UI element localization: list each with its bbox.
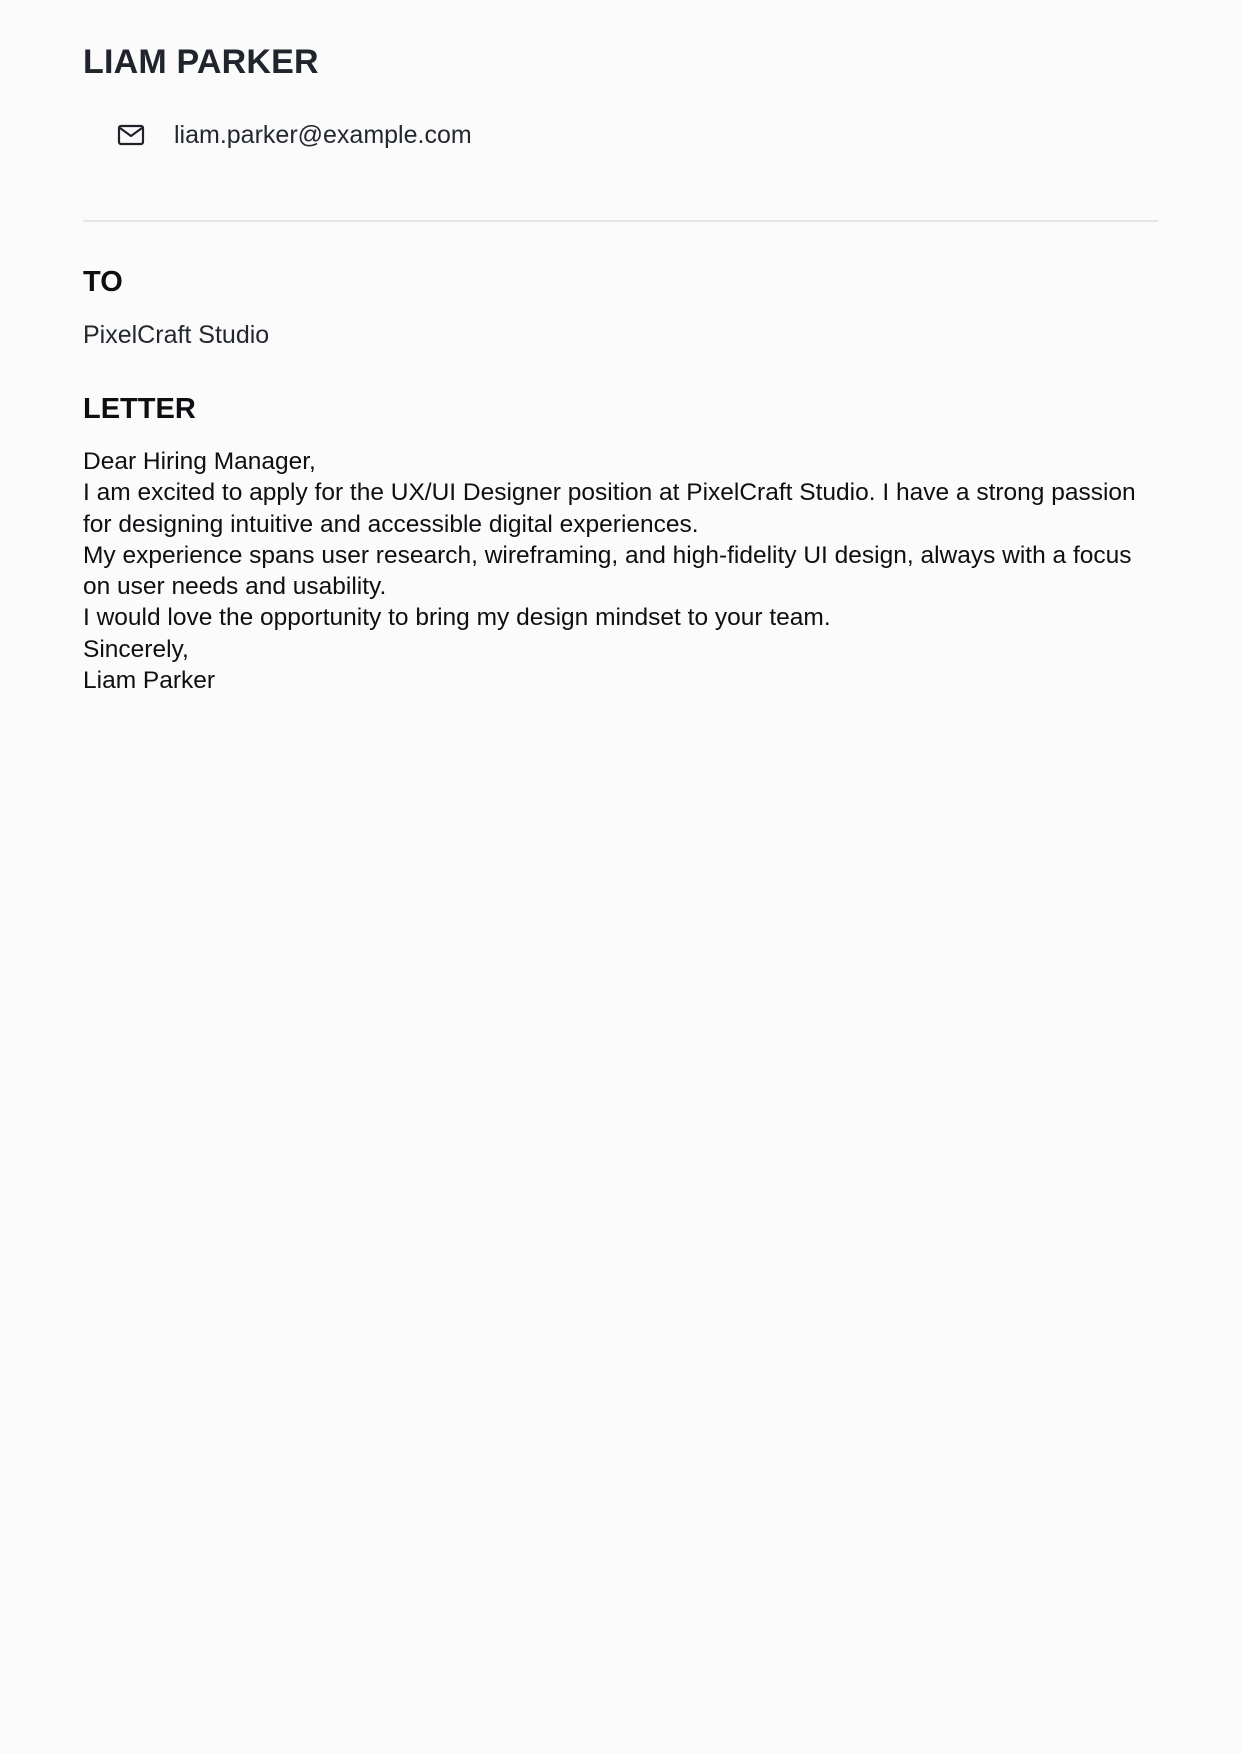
letter-greeting: Dear Hiring Manager,: [83, 448, 316, 475]
recipient-name: PixelCraft Studio: [83, 321, 270, 349]
letter-paragraph-3: I would love the opportunity to bring my design mindset to your team.: [83, 604, 831, 632]
contact-row: [117, 118, 472, 152]
letter-closing: Sincerely,: [83, 635, 189, 663]
applicant-name: LIAM PARKER: [83, 43, 319, 81]
letter-paragraph-2: My experience spans user research, wireframing, and high-fidelity UI design, always with a focus on user needs and usability.: [83, 541, 1132, 601]
email-address[interactable]: liam.parker@example.com: [174, 120, 472, 149]
mail-icon: [117, 124, 145, 146]
letter-body: [83, 446, 1158, 696]
to-heading: TO: [83, 266, 123, 298]
letter-signature: Liam Parker: [83, 667, 216, 695]
letter-paragraph-1: I am excited to apply for the UX/UI Designer position at PixelCraft Studio. I have a strong passion for designing intuitive and accessible digital experiences.: [83, 479, 1136, 538]
section-divider: [83, 220, 1158, 222]
letter-heading: LETTER: [83, 393, 196, 425]
